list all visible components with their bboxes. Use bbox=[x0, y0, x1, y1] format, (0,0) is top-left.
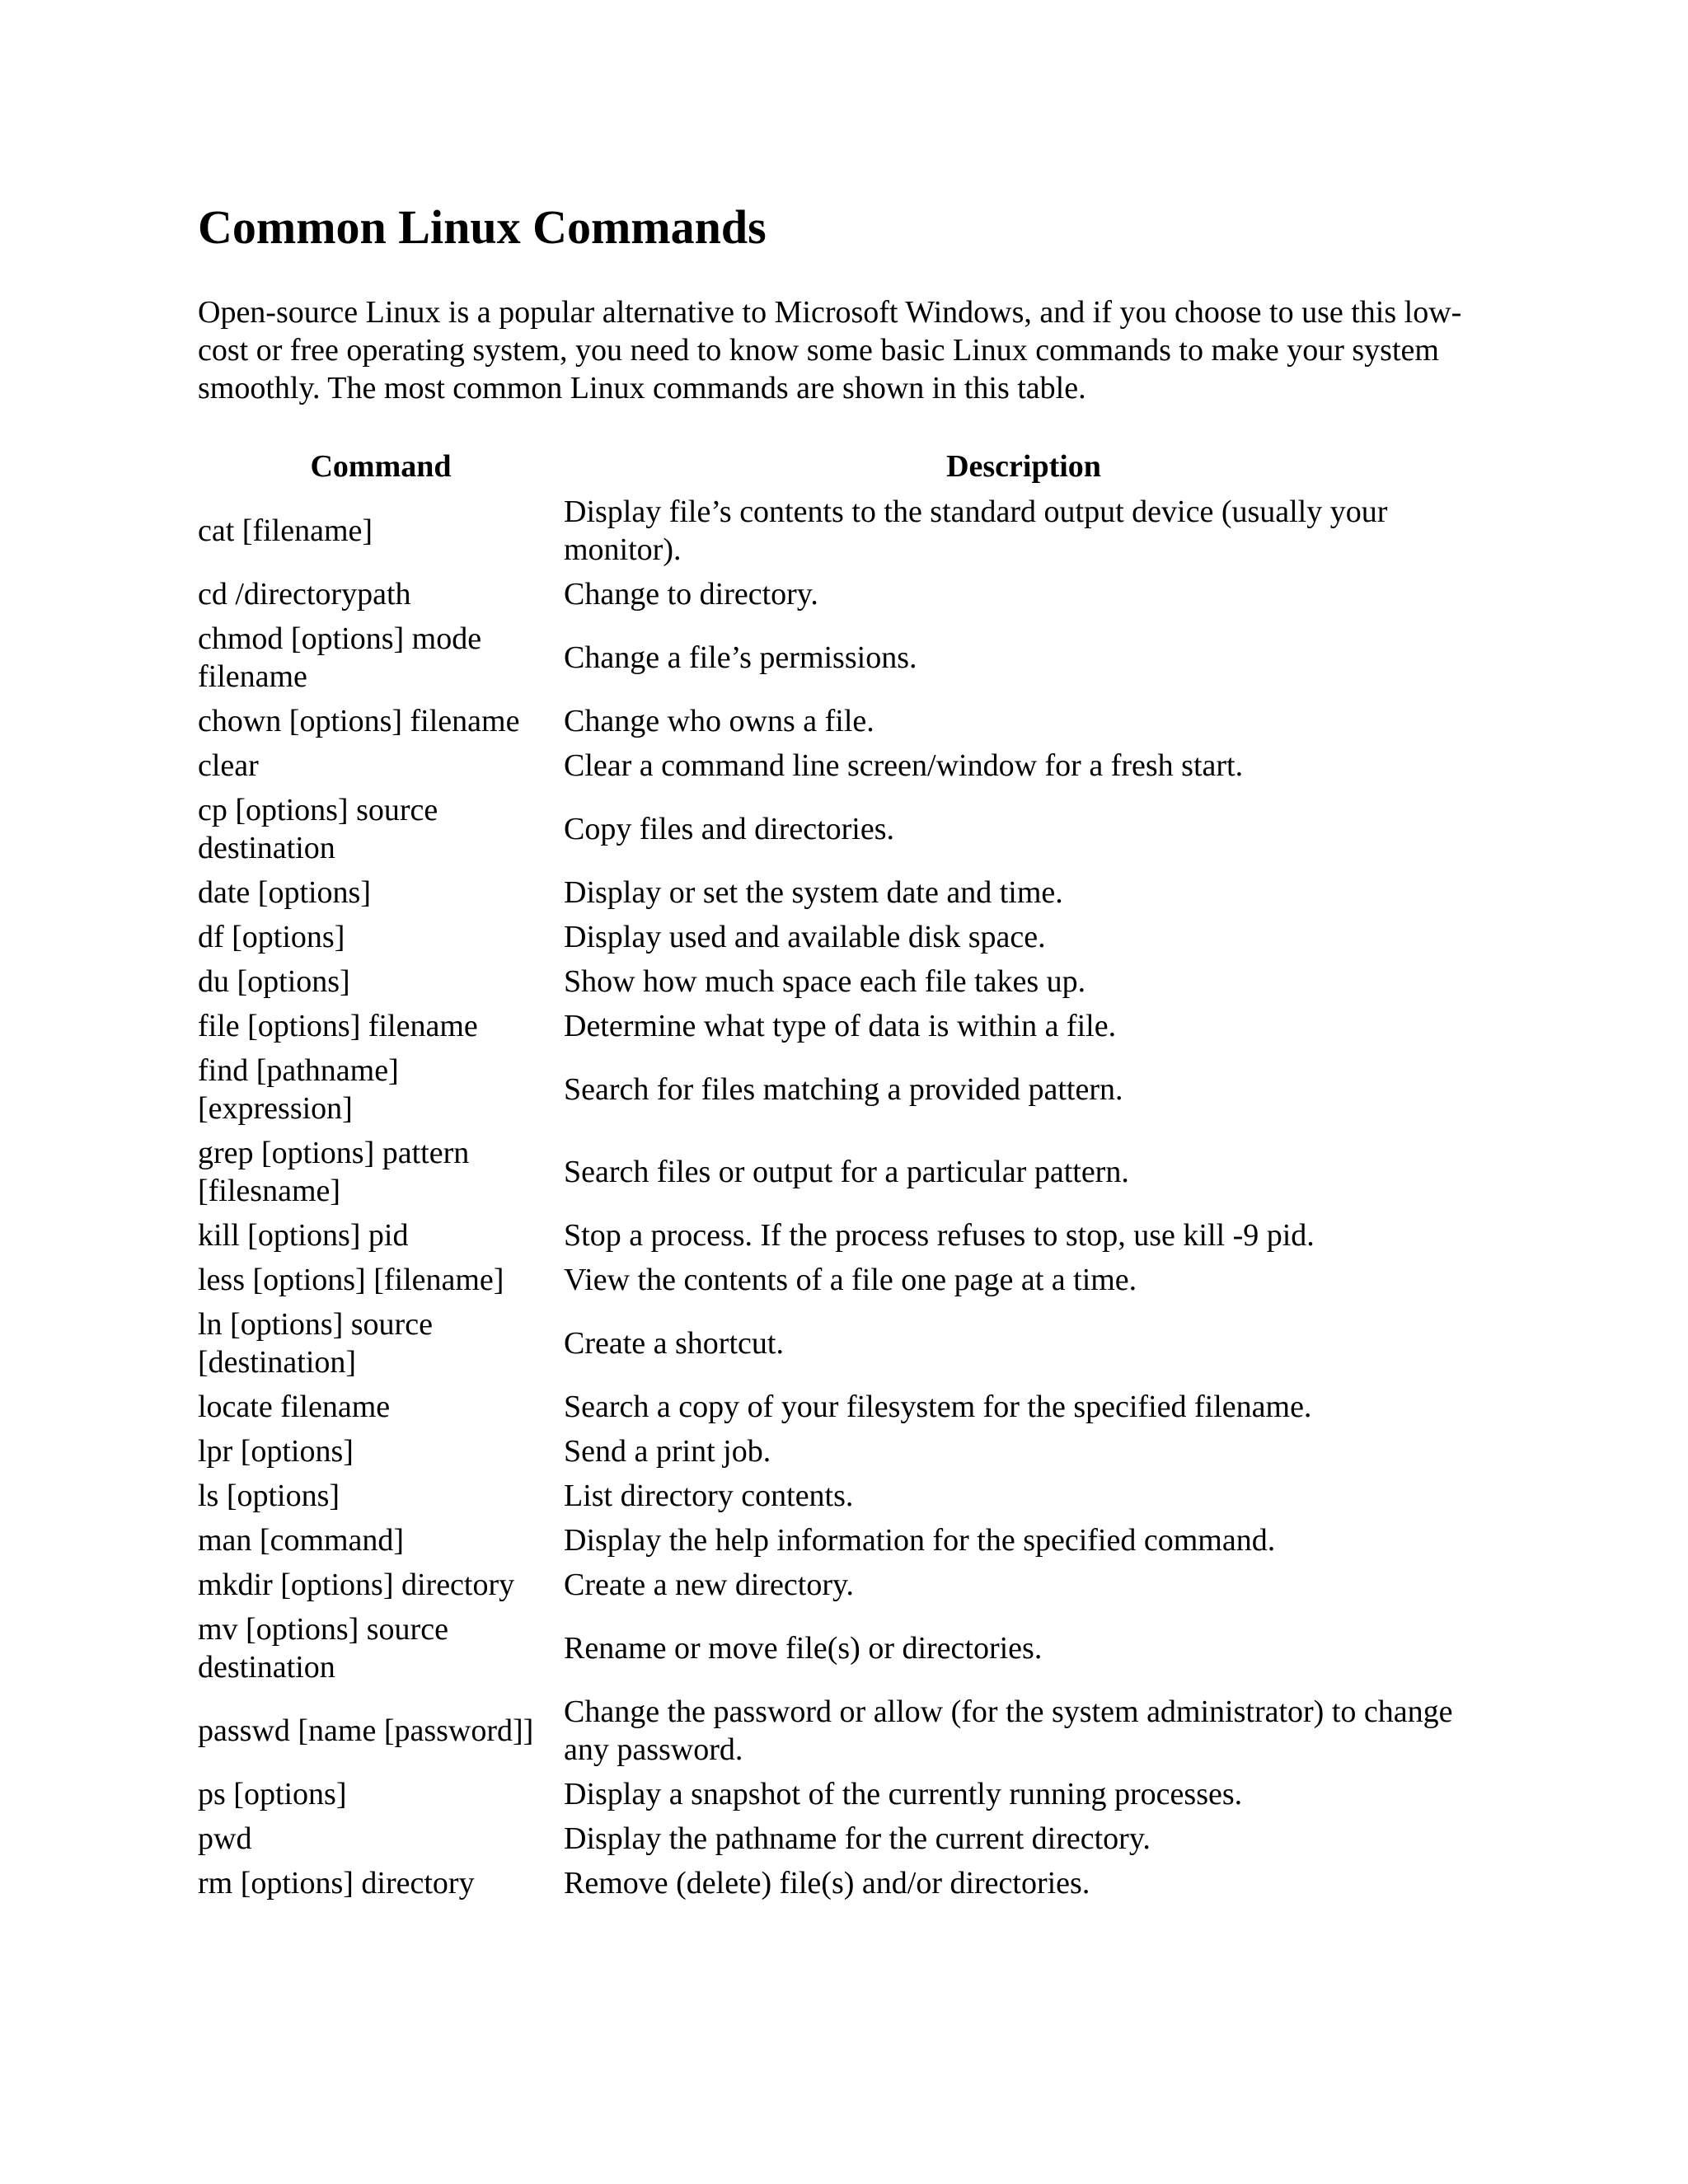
table-row bbox=[198, 1048, 1484, 1131]
command-cell: grep [options] pattern [filesname] bbox=[198, 1136, 470, 1208]
table-row bbox=[198, 915, 1484, 959]
description-cell: Send a print job. bbox=[564, 1434, 771, 1469]
table-row bbox=[198, 1518, 1484, 1563]
command-cell: mv [options] source destination bbox=[198, 1612, 448, 1685]
table-row bbox=[198, 1816, 1484, 1861]
command-cell: find [pathname] [expression] bbox=[198, 1053, 399, 1126]
command-cell: ps [options] bbox=[198, 1777, 347, 1811]
command-cell: file [options] filename bbox=[198, 1009, 478, 1043]
table-row bbox=[198, 1772, 1484, 1816]
description-cell: Display a snapshot of the currently running processes. bbox=[564, 1777, 1243, 1811]
table-row bbox=[198, 1004, 1484, 1048]
commands-table bbox=[198, 443, 1484, 1905]
table-row bbox=[198, 1385, 1484, 1429]
command-cell: mkdir [options] directory bbox=[198, 1568, 515, 1602]
description-cell: Display or set the system date and time. bbox=[564, 875, 1063, 910]
command-cell: clear bbox=[198, 748, 259, 783]
description-cell: Clear a command line screen/window for a fresh start. bbox=[564, 748, 1244, 783]
description-cell: Change a file’s permissions. bbox=[564, 640, 917, 675]
table-row bbox=[198, 959, 1484, 1004]
command-cell: chown [options] filename bbox=[198, 704, 520, 738]
description-cell: Change to directory. bbox=[564, 577, 818, 612]
table-row bbox=[198, 572, 1484, 616]
table-row bbox=[198, 1429, 1484, 1474]
command-cell: lpr [options] bbox=[198, 1434, 354, 1469]
command-cell: pwd bbox=[198, 1821, 252, 1856]
description-cell: List directory contents. bbox=[564, 1479, 854, 1513]
command-cell: date [options] bbox=[198, 875, 372, 910]
table-row bbox=[198, 699, 1484, 743]
description-cell: Display file’s contents to the standard output device (usually your monitor). bbox=[564, 494, 1388, 567]
table-row bbox=[198, 1563, 1484, 1607]
description-cell: Remove (delete) file(s) and/or directories. bbox=[564, 1866, 1090, 1900]
description-cell: Determine what type of data is within a file. bbox=[564, 1009, 1117, 1043]
column-header-description: Description bbox=[946, 449, 1101, 484]
table-row bbox=[198, 870, 1484, 915]
description-cell: Show how much space each file takes up. bbox=[564, 964, 1086, 999]
table-row bbox=[198, 743, 1484, 788]
description-cell: Display used and available disk space. bbox=[564, 920, 1046, 954]
command-cell: cp [options] source destination bbox=[198, 793, 438, 865]
command-cell: locate filename bbox=[198, 1390, 391, 1424]
command-cell: chmod [options] mode filename bbox=[198, 621, 482, 694]
command-cell: cat [filename] bbox=[198, 513, 373, 548]
table-row bbox=[198, 1131, 1484, 1213]
table-row bbox=[198, 788, 1484, 870]
description-cell: Search a copy of your filesystem for the specified filename. bbox=[564, 1390, 1312, 1424]
description-cell: Create a shortcut. bbox=[564, 1326, 784, 1361]
table-row bbox=[198, 616, 1484, 699]
description-cell: Display the pathname for the current directory. bbox=[564, 1821, 1151, 1856]
table-row bbox=[198, 1474, 1484, 1518]
table-row bbox=[198, 1607, 1484, 1690]
document-page bbox=[198, 194, 1484, 1905]
command-cell: man [command] bbox=[198, 1523, 405, 1558]
table-row bbox=[198, 490, 1484, 572]
table-row bbox=[198, 1213, 1484, 1258]
command-cell: kill [options] pid bbox=[198, 1218, 409, 1253]
intro-paragraph: Open-source Linux is a popular alternative to Microsoft Windows, and if you choose to use this low-cost or free operating system, you need to know some basic Linux commands to make your system smoothly. The most common Linux commands are shown in this table. bbox=[198, 295, 1462, 405]
description-cell: Change who owns a file. bbox=[564, 704, 874, 738]
table-body bbox=[198, 490, 1484, 1905]
command-cell: du [options] bbox=[198, 964, 350, 999]
command-cell: less [options] [filename] bbox=[198, 1263, 504, 1297]
page-title: Common Linux Commands bbox=[198, 200, 767, 254]
table-row bbox=[198, 1258, 1484, 1302]
table-row bbox=[198, 1302, 1484, 1385]
description-cell: Display the help information for the specified command. bbox=[564, 1523, 1276, 1558]
command-cell: df [options] bbox=[198, 920, 345, 954]
command-cell: ls [options] bbox=[198, 1479, 340, 1513]
command-cell: cd /directorypath bbox=[198, 577, 411, 612]
description-cell: Search files or output for a particular pattern. bbox=[564, 1155, 1129, 1189]
command-cell: passwd [name [password]] bbox=[198, 1713, 534, 1748]
description-cell: Rename or move file(s) or directories. bbox=[564, 1631, 1043, 1666]
table-header-row bbox=[198, 443, 1484, 490]
command-cell: rm [options] directory bbox=[198, 1866, 475, 1900]
description-cell: Search for files matching a provided pattern. bbox=[564, 1072, 1123, 1107]
table-row bbox=[198, 1690, 1484, 1772]
column-header-command: Command bbox=[310, 449, 452, 484]
description-cell: Copy files and directories. bbox=[564, 812, 895, 846]
description-cell: View the contents of a file one page at a time. bbox=[564, 1263, 1137, 1297]
description-cell: Change the password or allow (for the system administrator) to change any password. bbox=[564, 1694, 1453, 1767]
description-cell: Stop a process. If the process refuses to stop, use kill -9 pid. bbox=[564, 1218, 1315, 1253]
command-cell: ln [options] source [destination] bbox=[198, 1307, 433, 1380]
table-row bbox=[198, 1861, 1484, 1905]
description-cell: Create a new directory. bbox=[564, 1568, 855, 1602]
